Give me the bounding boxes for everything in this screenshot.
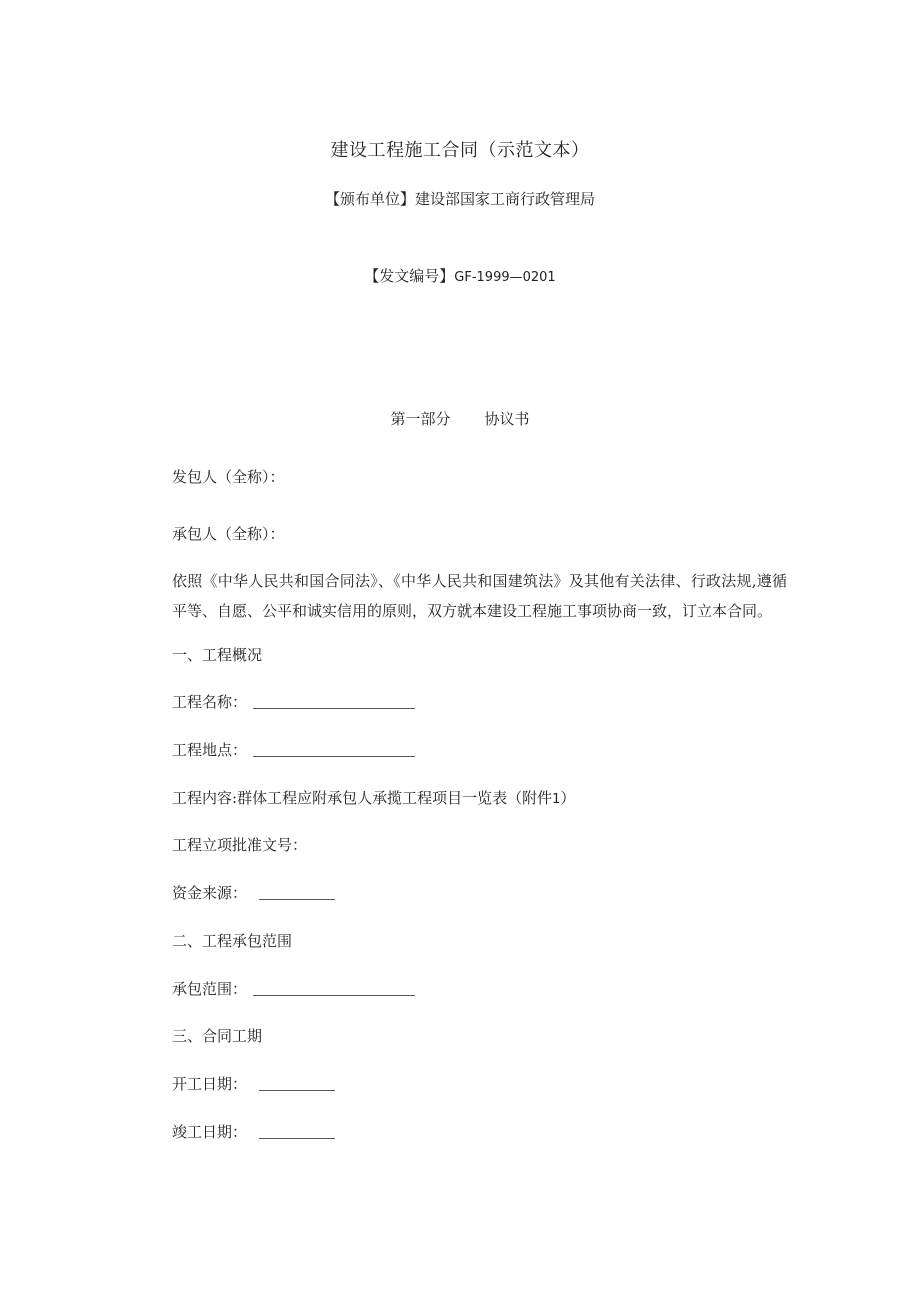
part-number: 第一部分	[390, 410, 451, 428]
section2-heading: 二、工程承包范围	[172, 932, 293, 950]
project-location-row	[172, 740, 415, 760]
project-content-attachment: 1	[552, 792, 561, 807]
project-name-label: 工程名称：	[172, 693, 248, 711]
project-location-blank	[253, 742, 415, 757]
approval-number-row: 工程立项批准文号：	[172, 836, 308, 854]
part-name: 协议书	[484, 410, 530, 428]
project-content-text: 群体工程应附承包人承揽工程项目一览表（附件	[237, 789, 553, 807]
funding-source-label: 资金来源：	[172, 884, 248, 902]
end-date-label: 竣工日期：	[172, 1123, 248, 1141]
document-number-line	[0, 266, 920, 288]
contractor-line: 承包人（全称）：	[172, 525, 285, 543]
project-name-row	[172, 692, 415, 712]
part-heading	[0, 409, 920, 429]
document-number-label: 【发文编号】	[364, 267, 455, 285]
end-date-blank	[259, 1124, 335, 1139]
scope-blank	[253, 981, 415, 996]
employer-line: 发包人（全称）：	[172, 468, 285, 486]
start-date-label: 开工日期：	[172, 1075, 248, 1093]
project-content-close: ）	[560, 789, 576, 807]
end-date-row	[172, 1122, 335, 1142]
preamble-paragraph	[137, 566, 787, 626]
preamble-text: 依照《中华人民共和国合同法》、《中华人民共和国建筑法》及其他有关法律、行政法规,遵循平等、自愿、公平和诚实信用的原则，双方就本建设工程施工事项协商一致，订立本合同。	[172, 572, 787, 620]
start-date-blank	[259, 1076, 335, 1091]
issuer-line: 【颁布单位】建设部国家工商行政管理局	[324, 190, 595, 208]
scope-row	[172, 979, 415, 999]
document-title: 建设工程施工合同（示范文本）	[330, 140, 590, 161]
funding-source-blank	[259, 885, 335, 900]
start-date-row	[172, 1074, 335, 1094]
document-number-value: GF-1999—0201	[454, 270, 556, 285]
project-content-label: 工程内容:	[172, 789, 238, 807]
funding-source-row	[172, 883, 335, 903]
section3-heading: 三、合同工期	[172, 1027, 263, 1045]
project-location-label: 工程地点：	[172, 741, 248, 759]
section1-heading: 一、工程概况	[172, 646, 263, 664]
scope-label: 承包范围：	[172, 980, 248, 998]
project-content-row	[172, 788, 575, 810]
project-name-blank	[253, 694, 415, 709]
